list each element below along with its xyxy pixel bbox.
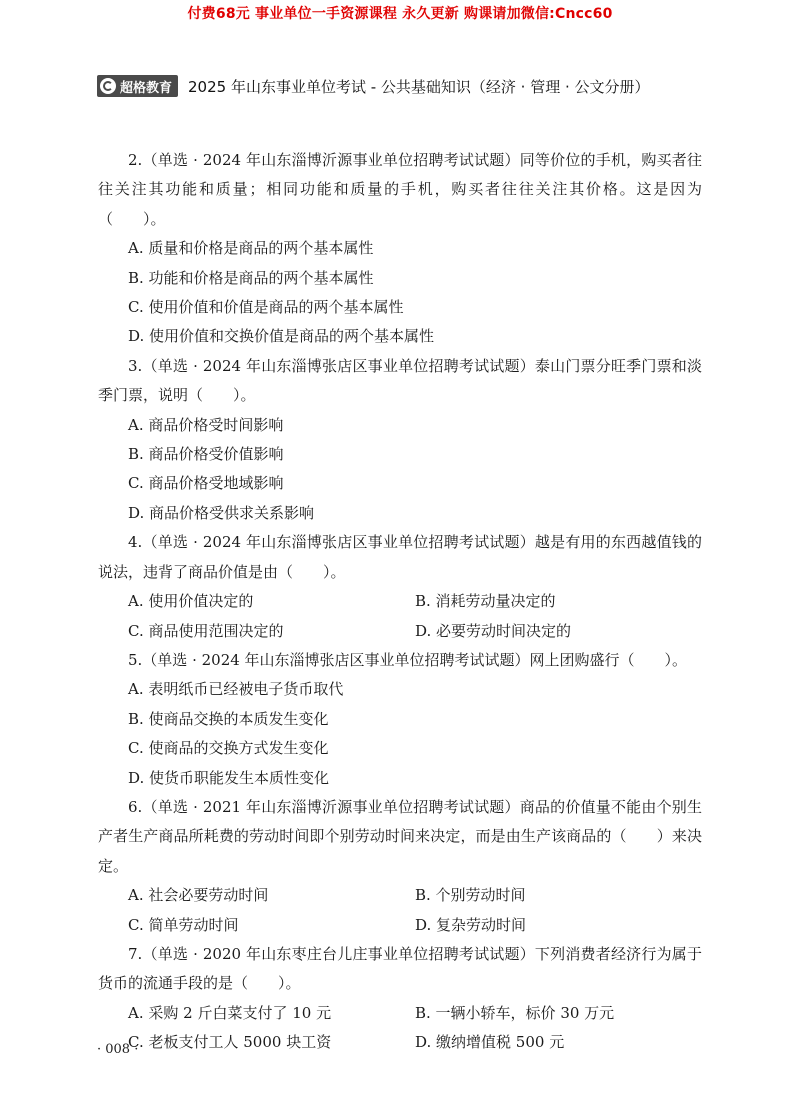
option-b: B. 商品价格受价值影响 <box>128 445 284 464</box>
page-number: · 008 · <box>97 1042 139 1057</box>
chaoge-logo-icon <box>100 78 116 94</box>
option-c: C. 商品使用范围决定的 <box>128 621 284 640</box>
option-c: C. 老板支付工人 5000 块工资 <box>128 1033 332 1052</box>
question-stem: 2.（单选 · 2024 年山东淄博沂源事业单位招聘考试试题）同等价位的手机，购买者往往关注其功能和质量；相同功能和质量的手机，购买者往往关注其价格。这是因为（ ）。 <box>98 151 702 228</box>
page-header <box>97 74 717 98</box>
question-stem: 6.（单选 · 2021 年山东淄博沂源事业单位招聘考试试题）商品的价值量不能由个别生产者生产商品所耗费的劳动时间即个别劳动时间来决定，而是由生产该商品的（ ）来决定。 <box>98 797 702 875</box>
option-b: B. 功能和价格是商品的两个基本属性 <box>128 268 374 287</box>
option-b: B. 个别劳动时间 <box>415 886 526 905</box>
option-c: C. 使商品的交换方式发生变化 <box>128 739 329 758</box>
option-row <box>98 1028 702 1057</box>
option-a: A. 采购 2 斤白菜支付了 10 元 <box>128 1003 332 1022</box>
option-b: B. 一辆小轿车，标价 30 万元 <box>415 1003 615 1022</box>
logo-text: 超格教育 <box>120 80 173 96</box>
option-a: A. 商品价格受时间影响 <box>128 415 284 434</box>
option-d: D. 使用价值和交换价值是商品的两个基本属性 <box>128 327 435 346</box>
option-c: C. 简单劳动时间 <box>128 915 239 934</box>
option-d: D. 复杂劳动时间 <box>415 915 527 934</box>
option-a: A. 社会必要劳动时间 <box>128 886 269 905</box>
header-title: 2025 年山东事业单位考试 - 公共基础知识（经济 · 管理 · 公文分册） <box>188 77 650 96</box>
option-row <box>98 587 702 616</box>
option-b: B. 消耗劳动量决定的 <box>415 592 556 611</box>
option-d: D. 缴纳增值税 500 元 <box>415 1033 565 1052</box>
question-list <box>98 146 702 1058</box>
question-stem: 5.（单选 · 2024 年山东淄博张店区事业单位招聘考试试题）网上团购盛行（ ）。 <box>128 650 688 669</box>
option-a: A. 表明纸币已经被电子货币取代 <box>128 680 344 699</box>
option-d: D. 必要劳动时间决定的 <box>415 621 572 640</box>
option-a: A. 使用价值决定的 <box>128 592 254 611</box>
question-stem: 3.（单选 · 2024 年山东淄博张店区事业单位招聘考试试题）泰山门票分旺季门票和淡季门票，说明（ ）。 <box>98 356 702 405</box>
option-d: D. 商品价格受供求关系影响 <box>128 503 315 522</box>
question-stem: 4.（单选 · 2024 年山东淄博张店区事业单位招聘考试试题）越是有用的东西越值钱的说法，违背了商品价值是由（ ）。 <box>98 533 702 581</box>
option-b: B. 使商品交换的本质发生变化 <box>128 709 329 728</box>
option-row <box>98 881 702 910</box>
promo-banner: 付费68元 事业单位一手资源课程 永久更新 购课请加微信:Cncc60 <box>187 6 613 22</box>
option-row <box>98 999 702 1028</box>
option-c: C. 商品价格受地域影响 <box>128 474 284 493</box>
option-d: D. 使货币职能发生本质性变化 <box>128 768 330 787</box>
option-c: C. 使用价值和价值是商品的两个基本属性 <box>128 298 404 317</box>
option-row <box>98 617 702 646</box>
option-a: A. 质量和价格是商品的两个基本属性 <box>128 239 374 258</box>
question-stem: 7.（单选 · 2020 年山东枣庄台儿庄事业单位招聘考试试题）下列消费者经济行为属于货币的流通手段的是（ ）。 <box>98 944 702 993</box>
brand-logo <box>97 75 178 97</box>
option-row <box>98 911 702 940</box>
